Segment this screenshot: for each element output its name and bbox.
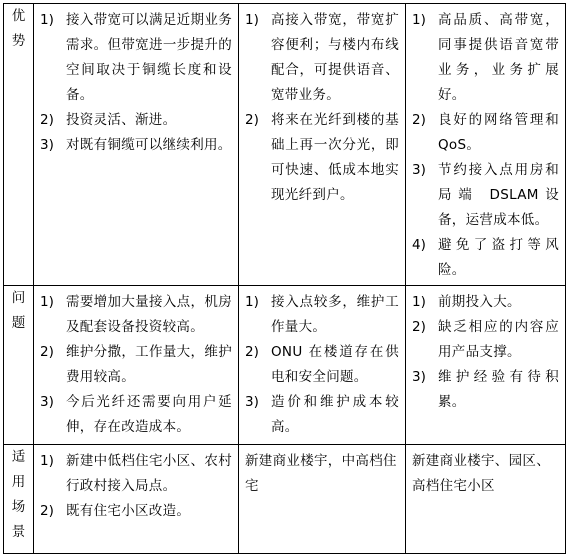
item-number: 1) — [40, 294, 54, 310]
cell-advantages-col3 — [406, 4, 566, 286]
list-item — [243, 108, 399, 208]
list-item — [38, 499, 232, 524]
list-item — [410, 108, 559, 158]
item-text: 前期投入大。 — [438, 294, 521, 310]
table-row-advantages — [4, 4, 566, 286]
cell-scenarios-col2 — [239, 445, 406, 554]
item-text: 维护分撒，工作量大，维护费用较高。 — [66, 344, 232, 385]
item-text: 高品质、高带宽，同事提供语音宽带业务，业务扩展好。 — [438, 12, 559, 103]
item-text: 将来在光纤到楼的基础上再一次分光，即可快速、低成本地实现光纤到户。 — [271, 112, 399, 203]
cell-scenarios-col3 — [406, 445, 566, 554]
row-header-advantages — [4, 4, 34, 286]
item-text: 投资灵活、渐进。 — [66, 112, 177, 128]
list-item — [410, 158, 559, 233]
list-item — [243, 340, 399, 390]
cell-advantages-col2 — [239, 4, 406, 286]
row-header-char: 用 — [11, 474, 26, 490]
cell-text: 新建商业楼宇、园区、高档住宅小区 — [412, 453, 550, 494]
list-item — [243, 290, 399, 340]
row-header-char: 优 — [11, 8, 26, 24]
item-number: 1) — [245, 12, 259, 28]
item-text: 良好的网络管理和QoS。 — [438, 112, 559, 153]
row-header-char: 场 — [11, 499, 26, 515]
item-number: 2) — [245, 112, 259, 128]
item-text: 避免了盗打等风险。 — [438, 237, 559, 278]
item-number: 3) — [245, 394, 259, 410]
list-item — [410, 290, 559, 315]
item-text: 维护经验有待积累。 — [438, 369, 559, 410]
item-number: 2) — [412, 319, 426, 335]
item-number: 3) — [40, 394, 54, 410]
comparison-table — [3, 3, 566, 554]
item-number: 2) — [40, 112, 54, 128]
item-text: 接入点较多，维护工作量大。 — [271, 294, 399, 335]
item-number: 1) — [40, 453, 54, 469]
list-item — [38, 133, 232, 158]
item-text: 今后光纤还需要向用户延伸，存在改造成本。 — [66, 394, 232, 435]
cell-scenarios-col1 — [34, 445, 239, 554]
row-header-char: 势 — [11, 33, 26, 49]
item-number: 1) — [245, 294, 259, 310]
list-item — [410, 8, 559, 108]
item-number: 2) — [40, 344, 54, 360]
item-text: 接入带宽可以满足近期业务需求。但带宽进一步提升的空间取决于铜缆长度和设备。 — [66, 12, 232, 103]
list-item — [243, 8, 399, 108]
item-number: 4) — [412, 237, 426, 253]
list-item — [38, 340, 232, 390]
item-number: 2) — [412, 112, 426, 128]
item-text: ONU 在楼道存在供电和安全问题。 — [271, 344, 399, 385]
item-text: 新建中低档住宅小区、农村行政村接入局点。 — [66, 453, 232, 494]
list-item — [38, 290, 232, 340]
item-text: 节约接入点用房和局端 DSLAM设备，运营成本低。 — [438, 162, 559, 228]
row-header-char: 景 — [11, 524, 26, 540]
item-number: 3) — [412, 369, 426, 385]
item-number: 1) — [412, 12, 426, 28]
item-text: 对既有铜缆可以继续利用。 — [66, 137, 232, 153]
item-number: 3) — [412, 162, 426, 178]
list-item — [410, 233, 559, 283]
item-text: 缺乏相应的内容应用产品支撑。 — [438, 319, 559, 360]
item-number: 2) — [40, 503, 54, 519]
cell-advantages-col1 — [34, 4, 239, 286]
cell-problems-col2 — [239, 286, 406, 445]
list-item — [243, 390, 399, 440]
list-item — [38, 449, 232, 499]
cell-problems-col1 — [34, 286, 239, 445]
item-text: 造价和维护成本较高。 — [271, 394, 399, 435]
table-row-problems — [4, 286, 566, 445]
row-header-problems — [4, 286, 34, 445]
item-number: 1) — [412, 294, 426, 310]
table-body — [4, 4, 566, 554]
list-item — [410, 365, 559, 415]
cell-problems-col3 — [406, 286, 566, 445]
list-item — [410, 315, 559, 365]
row-header-scenarios — [4, 445, 34, 554]
item-text: 既有住宅小区改造。 — [66, 503, 191, 519]
row-header-char: 问 — [11, 290, 26, 306]
list-item — [38, 8, 232, 108]
item-number: 3) — [40, 137, 54, 153]
list-item — [38, 108, 232, 133]
cell-text: 新建商业楼宇，中高档住宅 — [245, 453, 397, 494]
item-number: 2) — [245, 344, 259, 360]
list-item — [38, 390, 232, 440]
item-text: 高接入带宽，带宽扩容便利；与楼内布线配合，可提供语音、宽带业务。 — [271, 12, 399, 103]
table-row-scenarios — [4, 445, 566, 554]
item-number: 1) — [40, 12, 54, 28]
row-header-char: 适 — [11, 449, 26, 465]
row-header-char: 题 — [11, 315, 26, 331]
item-text: 需要增加大量接入点，机房及配套设备投资较高。 — [66, 294, 232, 335]
